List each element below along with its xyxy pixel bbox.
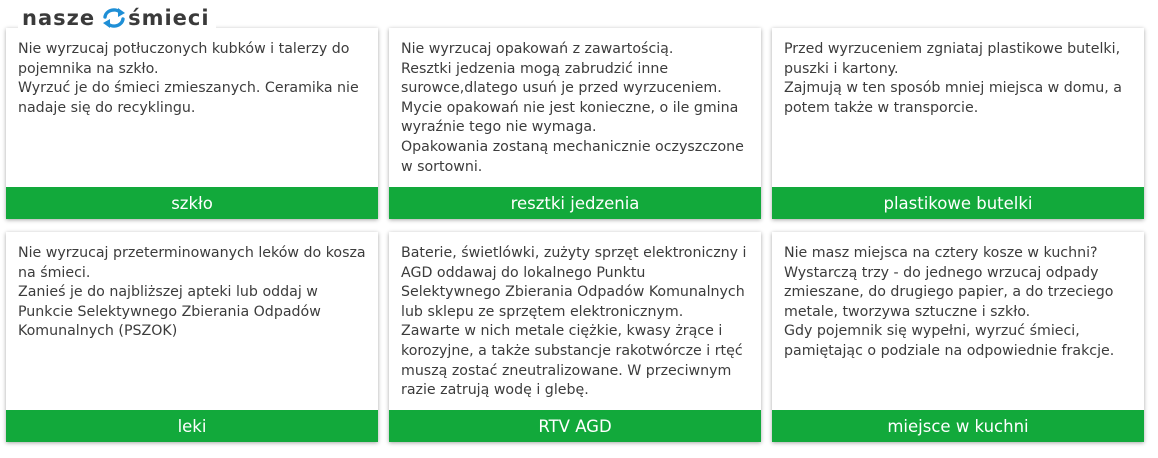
tip-card-label-button[interactable]: szkło	[6, 187, 378, 219]
brand-name-part2: śmieci	[128, 6, 210, 30]
tips-grid	[6, 28, 1144, 442]
brand-name-part1: nasze	[22, 6, 96, 30]
tip-card-text: Nie masz miejsca na cztery kosze w kuchni? Wystarczą trzy - do jednego wrzucaj odpady zmieszane, do drugiego papier, a do trzeciego metale, tworzywa sztuczne i szkło. Gdy pojemnik się wypełni, wyrzuć śmieci, pamiętając o podziale na odpowiednie frakcje.	[784, 245, 1115, 359]
tip-card-plastikowe-butelki	[772, 28, 1144, 219]
tip-card-miejsce-w-kuchni	[772, 232, 1144, 442]
tip-card-text: Nie wyrzucaj przeterminowanych leków do kosza na śmieci. Zanieś je do najbliższej apteki lub oddaj w Punkcie Selektywnego Zbierania Odpadów Komunalnych (PSZOK)	[18, 245, 366, 340]
tip-card-label-button[interactable]: RTV AGD	[389, 410, 761, 442]
tip-card-text: Nie wyrzucaj potłuczonych kubków i talerzy do pojemnika na szkło. Wyrzuć je do śmieci zmieszanych. Ceramika nie nadaje się do recyklingu.	[18, 41, 359, 116]
tip-card-text: Przed wyrzuceniem zgniataj plastikowe butelki, puszki i kartony. Zajmują w ten sposób mniej miejsca w domu, a potem także w transporcie.	[784, 41, 1122, 116]
tip-card-label-button[interactable]: miejsce w kuchni	[772, 410, 1144, 442]
tip-card-label-button[interactable]: plastikowe butelki	[772, 187, 1144, 219]
tip-card-label-button[interactable]: resztki jedzenia	[389, 187, 761, 219]
brand-logo[interactable]	[18, 4, 216, 32]
tip-card-text: Nie wyrzucaj opakowań z zawartością. Resztki jedzenia mogą zabrudzić inne surowce,dlatego usuń je przed wyrzuceniem. Mycie opakowań nie jest konieczne, o ile gmina wyraźnie tego nie wymaga. Opakowania zostaną mechanicznie oczyszczone w sortowni.	[401, 41, 744, 175]
tip-card-rtv-agd	[389, 232, 761, 442]
tip-card-text: Baterie, świetlówki, zużyty sprzęt elektroniczny i AGD oddawaj do lokalnego Punktu Selektywnego Zbierania Odpadów Komunalnych lub sklepu ze sprzętem elektronicznym. Zawarte w nich metale ciężkie, kwasy żrące i korozyjne, a także substancje rakotwórcze i rtęć muszą zostać zneutralizowane. W przeciwnym razie zatrują wodę i glebę.	[401, 245, 747, 399]
tip-card-leki	[6, 232, 378, 442]
tip-card-szklo	[6, 28, 378, 219]
tip-card-label-button[interactable]: leki	[6, 410, 378, 442]
tip-card-resztki-jedzenia	[389, 28, 761, 219]
recycle-arrows-icon	[101, 7, 127, 29]
